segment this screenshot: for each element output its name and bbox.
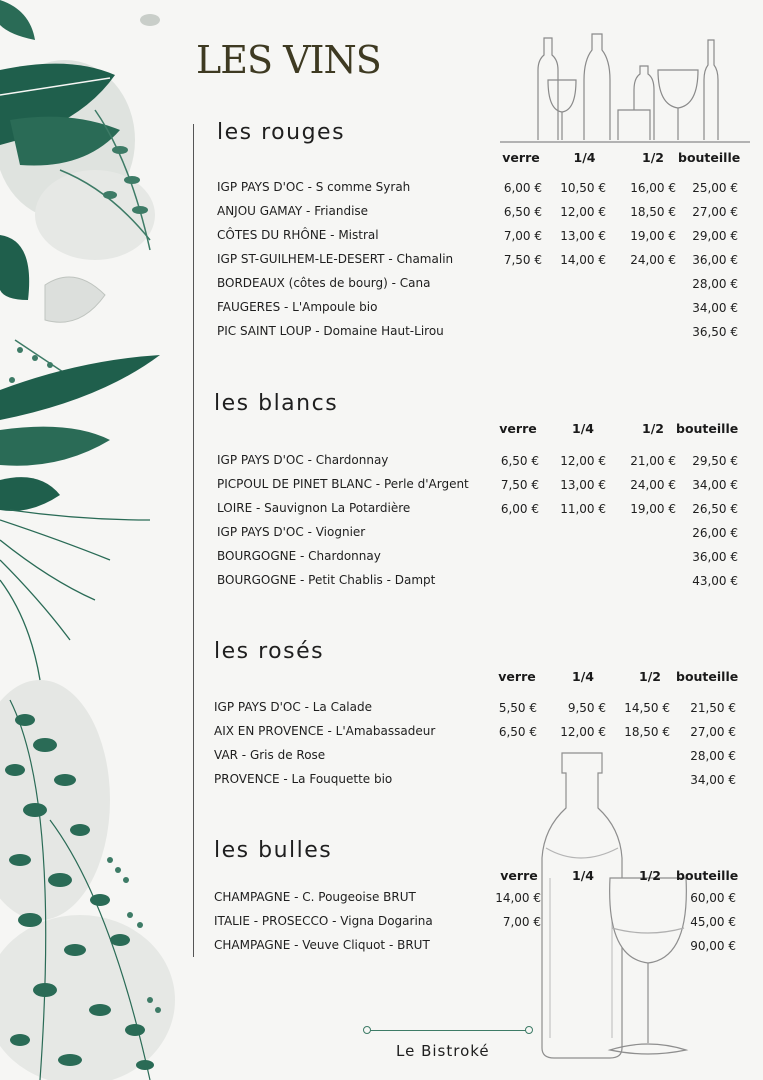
price-quart: 12,00 € (560, 725, 606, 739)
price-bouteille: 26,50 € (692, 502, 738, 516)
wine-name: IGP PAYS D'OC - Chardonnay (217, 453, 389, 467)
price-quart: 13,00 € (560, 478, 606, 492)
price-bouteille: 34,00 € (692, 478, 738, 492)
price-verre: 6,50 € (500, 454, 539, 468)
wine-name: BOURGOGNE - Petit Chablis - Dampt (217, 573, 436, 587)
wine-name: LOIRE - Sauvignon La Potardière (217, 501, 411, 515)
price-quart: 10,50 € (560, 181, 606, 195)
price-bouteille: 43,00 € (692, 574, 738, 588)
column-header-demi: 1/2 (639, 868, 661, 883)
wine-name: CHAMPAGNE - Veuve Cliquot - BRUT (214, 938, 430, 952)
price-bouteille: 27,00 € (690, 725, 736, 739)
price-demi: 16,00 € (630, 181, 676, 195)
column-header-quart: 1/4 (573, 150, 596, 165)
section-title: les rouges (217, 120, 346, 145)
price-bouteille: 21,50 € (690, 701, 736, 715)
column-header-verre: verre (502, 150, 540, 165)
price-bouteille: 34,00 € (690, 773, 736, 787)
vertical-divider (193, 124, 194, 957)
price-quart: 11,00 € (560, 502, 606, 516)
price-verre: 6,50 € (498, 725, 537, 739)
wine-name: ANJOU GAMAY - Friandise (217, 204, 369, 218)
price-quart: 12,00 € (560, 205, 606, 219)
price-bouteille: 36,00 € (692, 253, 738, 267)
wine-name: AIX EN PROVENCE - L'Amabassadeur (214, 724, 436, 738)
wine-name: FAUGERES - L'Ampoule bio (217, 300, 378, 314)
wine-name: PROVENCE - La Fouquette bio (214, 772, 393, 786)
wine-name: PIC SAINT LOUP - Domaine Haut-Lirou (217, 324, 444, 338)
price-bouteille: 28,00 € (690, 749, 736, 763)
price-verre: 14,00 € (495, 891, 541, 905)
wine-name: BORDEAUX (côtes de bourg) - Cana (217, 276, 431, 290)
column-header-bouteille: bouteille (676, 868, 739, 883)
price-bouteille: 26,00 € (692, 526, 738, 540)
price-verre: 6,00 € (503, 181, 542, 195)
wine-name: IGP PAYS D'OC - La Calade (214, 700, 372, 714)
price-bouteille: 36,50 € (692, 325, 738, 339)
wine-name: IGP PAYS D'OC - S comme Syrah (217, 180, 411, 194)
wine-name: IGP ST-GUILHEM-LE-DESERT - Chamalin (217, 252, 454, 266)
column-header-bouteille: bouteille (676, 669, 739, 684)
price-bouteille: 28,00 € (692, 277, 738, 291)
price-demi: 18,50 € (624, 725, 670, 739)
column-header-quart: 1/4 (572, 669, 594, 684)
column-header-demi: 1/2 (639, 669, 661, 684)
wine-name: IGP PAYS D'OC - Viognier (217, 525, 366, 539)
price-quart: 13,00 € (560, 229, 606, 243)
price-bouteille: 34,00 € (692, 301, 738, 315)
column-header-demi: 1/2 (642, 421, 664, 436)
price-demi: 18,50 € (630, 205, 676, 219)
price-quart: 9,50 € (567, 701, 606, 715)
wine-name: VAR - Gris de Rose (214, 748, 326, 762)
price-demi: 19,00 € (630, 229, 676, 243)
wine-name: BOURGOGNE - Chardonnay (217, 549, 381, 563)
price-verre: 5,50 € (498, 701, 537, 715)
price-verre: 7,50 € (500, 478, 539, 492)
wine-name: PICPOUL DE PINET BLANC - Perle d'Argent (217, 477, 469, 491)
section-title: les bulles (214, 838, 333, 863)
price-bouteille: 29,00 € (692, 229, 738, 243)
price-quart: 12,00 € (560, 454, 606, 468)
section-title: les blancs (214, 391, 339, 416)
price-verre: 7,00 € (503, 229, 542, 243)
column-header-bouteille: bouteille (676, 421, 739, 436)
column-header-quart: 1/4 (572, 868, 594, 883)
footer-ornament-dot-left (363, 1026, 371, 1034)
price-bouteille: 27,00 € (692, 205, 738, 219)
price-bouteille: 25,00 € (692, 181, 738, 195)
wine-name: CÔTES DU RHÔNE - Mistral (217, 228, 379, 242)
price-demi: 21,00 € (630, 454, 676, 468)
price-bouteille: 45,00 € (690, 915, 736, 929)
price-verre: 7,00 € (502, 915, 541, 929)
price-bouteille: 29,50 € (692, 454, 738, 468)
wine-name: ITALIE - PROSECCO - Vigna Dogarina (214, 914, 433, 928)
footer-ornament-dot-right (525, 1026, 533, 1034)
price-verre: 6,00 € (500, 502, 539, 516)
column-header-quart: 1/4 (572, 421, 594, 436)
column-header-demi: 1/2 (642, 150, 664, 165)
price-verre: 7,50 € (503, 253, 542, 267)
bottle-and-glass-illustration (540, 748, 700, 1063)
column-header-verre: verre (499, 421, 537, 436)
price-demi: 14,50 € (624, 701, 670, 715)
price-bouteille: 36,00 € (692, 550, 738, 564)
price-bouteille: 90,00 € (690, 939, 736, 953)
wine-bottles-illustration (500, 30, 750, 145)
column-header-verre: verre (498, 669, 536, 684)
price-demi: 24,00 € (630, 253, 676, 267)
price-verre: 6,50 € (503, 205, 542, 219)
price-demi: 24,00 € (630, 478, 676, 492)
page-title: LES VINS (196, 38, 381, 82)
botanical-leaves-decoration (0, 0, 175, 1080)
column-header-bouteille: bouteille (678, 150, 741, 165)
restaurant-name: Le Bistroké (396, 1042, 490, 1060)
price-quart: 14,00 € (560, 253, 606, 267)
price-demi: 19,00 € (630, 502, 676, 516)
column-header-verre: verre (500, 868, 538, 883)
footer-ornament-line (367, 1030, 529, 1031)
price-bouteille: 60,00 € (690, 891, 736, 905)
wine-name: CHAMPAGNE - C. Pougeoise BRUT (214, 890, 416, 904)
section-title: les rosés (214, 639, 325, 664)
